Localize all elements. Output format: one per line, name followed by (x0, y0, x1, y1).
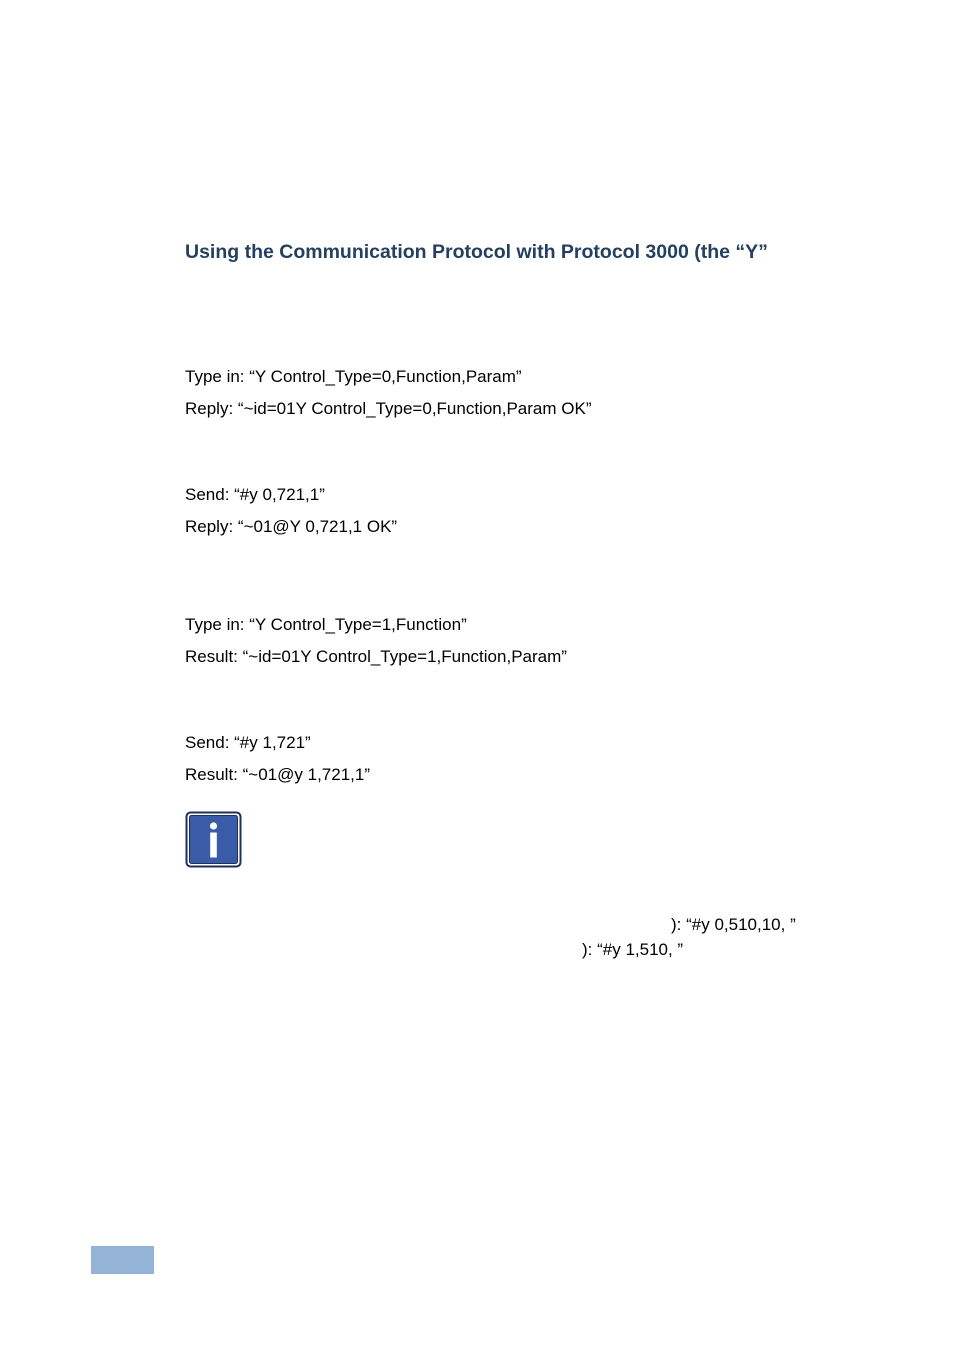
info-note-fragment-2: ): “#y 1,510, ” (582, 940, 684, 959)
get-result-line: Result: “~id=01Y Control_Type=1,Function,Param” (185, 647, 567, 666)
info-note-fragment-1: ): “#y 0,510,10, ” (671, 915, 796, 934)
get-type-in-line: Type in: “Y Control_Type=1,Function” (185, 615, 467, 634)
set-example-send-line: Send: “#y 0,721,1” (185, 485, 325, 504)
page-number-tab (91, 1246, 154, 1274)
info-icon (185, 811, 242, 868)
set-type-in-line: Type in: “Y Control_Type=0,Function,Param” (185, 367, 522, 386)
set-example-reply-line: Reply: “~01@Y 0,721,1 OK” (185, 517, 398, 536)
get-example-result-line: Result: “~01@y 1,721,1” (185, 765, 370, 784)
section-heading: Using the Communication Protocol with Protocol 3000 (the “Y” (185, 241, 768, 263)
set-reply-line: Reply: “~id=01Y Control_Type=0,Function,Param OK” (185, 399, 592, 418)
get-example-send-line: Send: “#y 1,721” (185, 733, 311, 752)
